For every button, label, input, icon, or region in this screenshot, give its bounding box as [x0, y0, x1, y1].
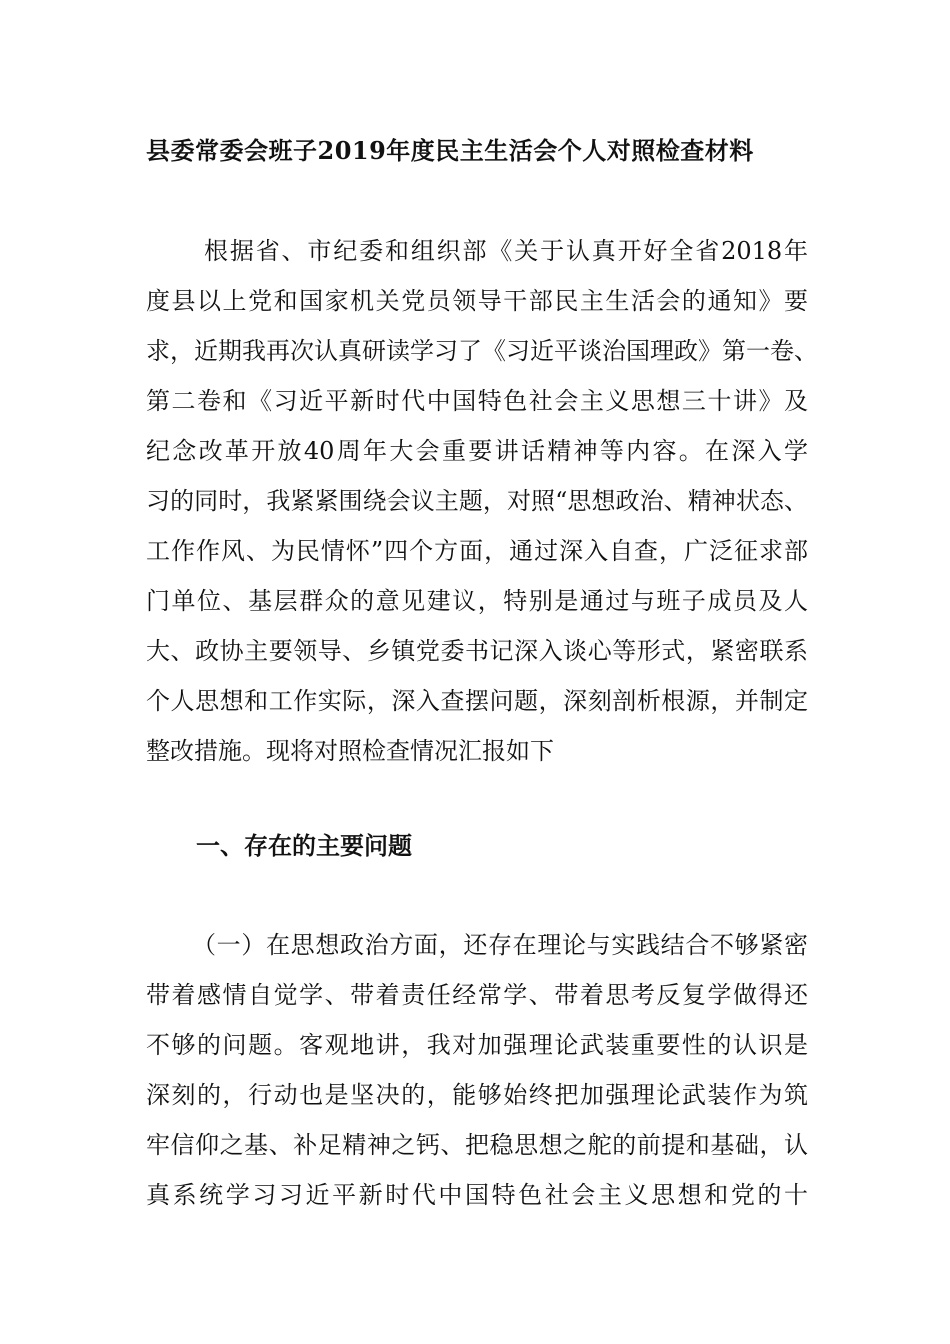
text-line: 工作作风、为民情怀”四个方面，通过深入自查，广泛征求部 [146, 537, 808, 565]
document-title: 县委常委会班子2019年度民主生活会个人对照检查材料 [146, 136, 754, 165]
text-line: 根据省、市纪委和组织部《关于认真开好全省2018年 [204, 237, 808, 265]
text-line: 第二卷和《习近平新时代中国特色社会主义思想三十讲》及 [146, 387, 808, 415]
text-line: 习的同时，我紧紧围绕会议主题，对照“思想政治、精神状态、 [146, 487, 808, 515]
text-line: 大、政协主要领导、乡镇党委书记深入谈心等形式，紧密联系 [146, 637, 808, 665]
text-line: 真系统学习习近平新时代中国特色社会主义思想和党的十 [146, 1181, 808, 1209]
text-line: （一）在思想政治方面，还存在理论与实践结合不够紧密 [192, 931, 808, 959]
text-line: 整改措施。现将对照检查情况汇报如下 [146, 737, 554, 765]
text-line: 门单位、基层群众的意见建议，特别是通过与班子成员及人 [146, 587, 808, 615]
section-heading: 一、存在的主要问题 [196, 831, 412, 860]
text-line: 个人思想和工作实际，深入查摆问题，深刻剖析根源，并制定 [146, 687, 808, 715]
subsection-paragraph [146, 920, 808, 1220]
text-line: 度县以上党和国家机关党员领导干部民主生活会的通知》要 [146, 287, 808, 315]
text-line: 深刻的，行动也是坚决的，能够始终把加强理论武装作为筑 [146, 1081, 808, 1109]
text-line: 不够的问题。客观地讲，我对加强理论武装重要性的认识是 [146, 1031, 808, 1059]
text-line: 牢信仰之基、补足精神之钙、把稳思想之舵的前提和基础，认 [146, 1131, 808, 1159]
intro-paragraph [146, 226, 818, 776]
text-line: 求，近期我再次认真研读学习了《习近平谈治国理政》第一卷、 [146, 337, 818, 365]
text-line: 带着感情自觉学、带着责任经常学、带着思考反复学做得还 [146, 981, 808, 1009]
text-line: 纪念改革开放40周年大会重要讲话精神等内容。在深入学 [146, 437, 808, 465]
